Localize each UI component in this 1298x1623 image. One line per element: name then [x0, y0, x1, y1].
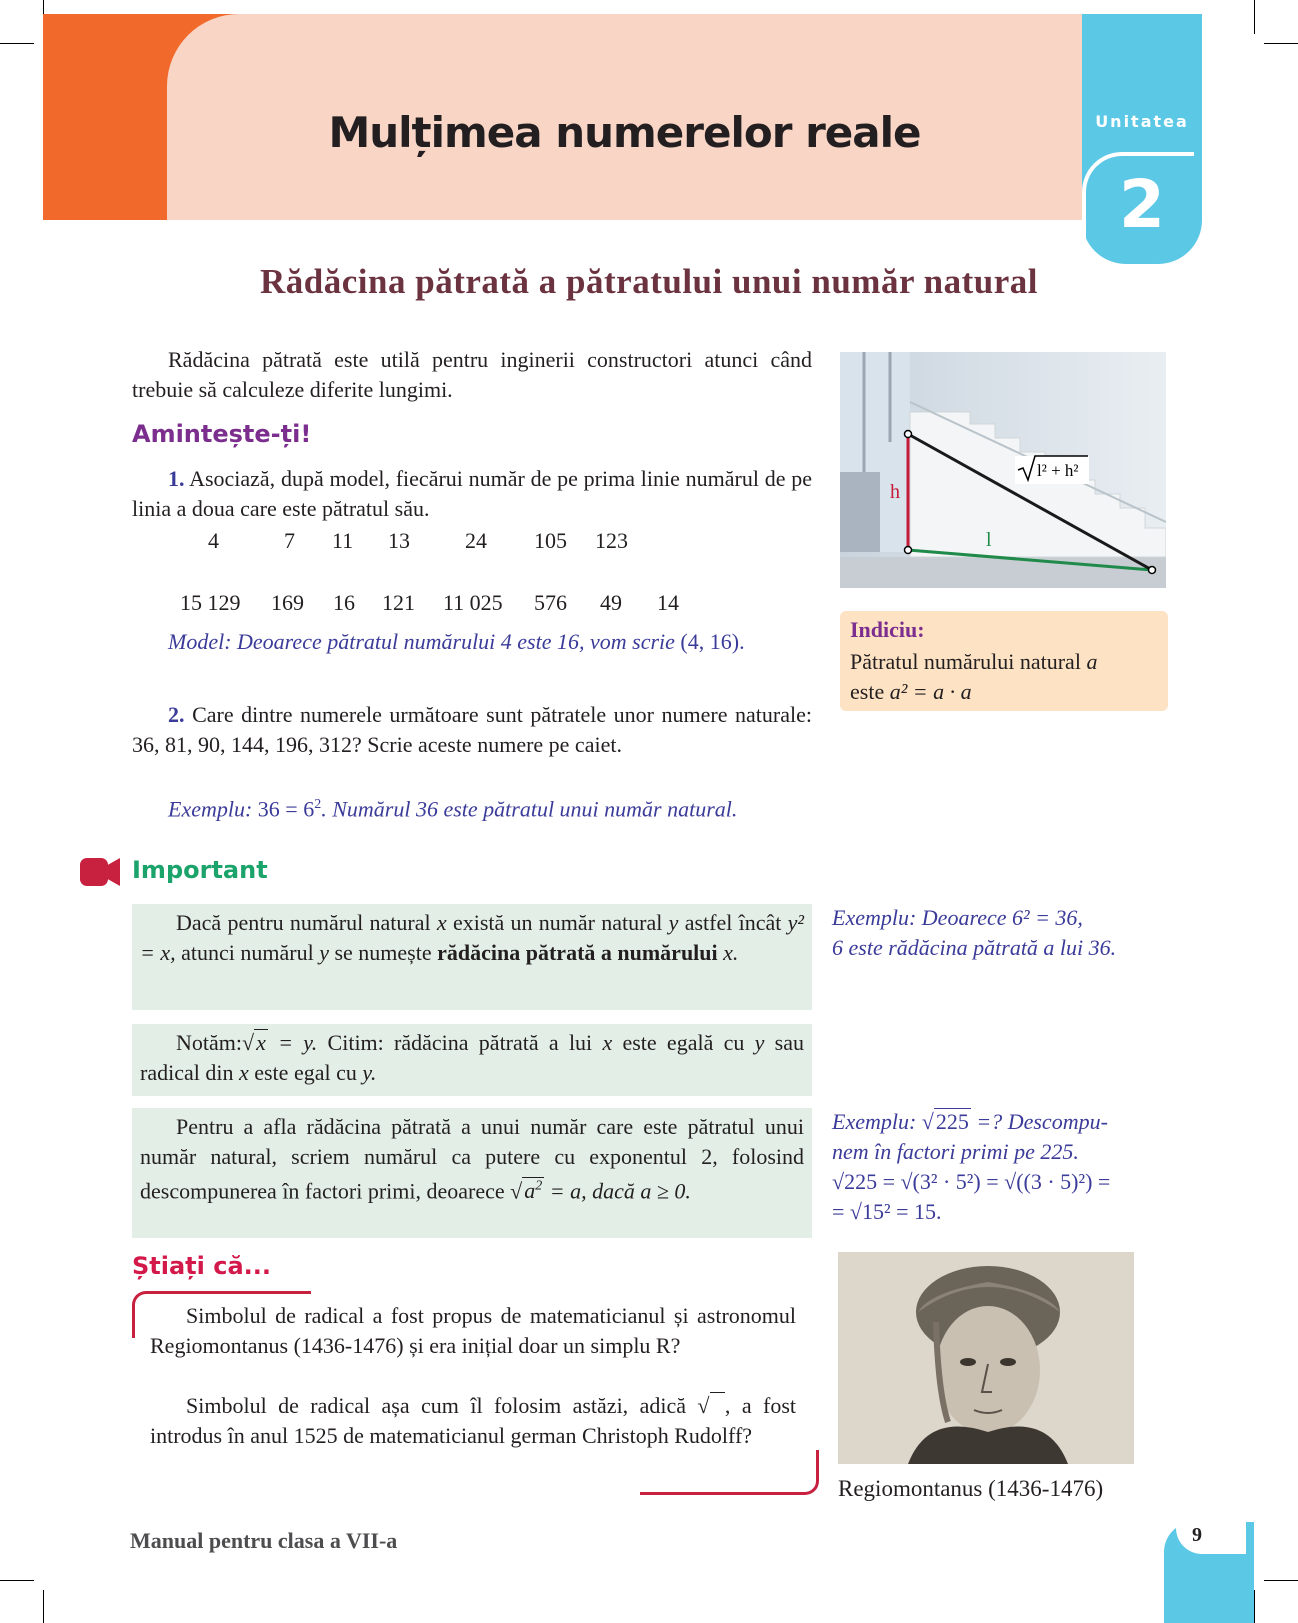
example-text: =? Descompu- — [976, 1109, 1108, 1134]
row1-number: 4 — [208, 528, 219, 553]
hint-heading: Indiciu: — [850, 617, 925, 642]
row2-number: 49 — [600, 590, 622, 615]
side-example-2 — [832, 1107, 1182, 1227]
math-variable: y. — [362, 1060, 377, 1085]
important-heading: Important — [132, 856, 268, 884]
row2-number: 576 — [534, 590, 567, 615]
text-fragment: Simbolul de radical așa cum îl folosim astăzi, adică — [186, 1393, 686, 1418]
example-exponent: 2 — [314, 797, 322, 812]
side-example-2-line — [832, 1107, 1182, 1137]
method-text — [140, 1112, 804, 1206]
staircase-diagram-svg — [840, 352, 1166, 588]
row1-number: 24 — [465, 528, 487, 553]
crop-mark — [1254, 0, 1255, 34]
intro-paragraph: Rădăcina pătrată este utilă pentru inginerii constructori atunci când trebuie să calculeze diferite lungimi. — [132, 347, 812, 402]
model-example — [132, 627, 812, 657]
side-example-2-line: nem în factori primi pe 225. — [832, 1139, 1079, 1164]
text-fragment: se numește — [334, 940, 432, 965]
crop-mark — [1254, 1590, 1255, 1623]
text-fragment: Notăm: — [176, 1030, 242, 1055]
row1-number: 105 — [534, 528, 567, 553]
hint-formula: a² = a · a — [889, 679, 972, 704]
definition-box — [132, 904, 812, 1010]
row2-number: 14 — [657, 590, 679, 615]
text-fragment: sau radical din — [140, 1030, 804, 1085]
crop-mark — [0, 1580, 34, 1581]
hint-line-2 — [850, 677, 972, 707]
text-fragment: astfel încât — [684, 910, 782, 935]
l-label: l — [986, 529, 992, 551]
crop-mark — [1264, 1580, 1298, 1581]
exercise-1-text: Asociază, după model, fiecărui număr de pe prima linie numărul de pe linia a doua care este pătratul său. — [132, 466, 812, 521]
model-label: Model: — [168, 629, 232, 654]
number-row-2 — [0, 590, 800, 620]
side-example-1 — [832, 903, 1182, 963]
hint-line-1 — [850, 647, 1166, 677]
model-pair: (4, 16). — [680, 629, 745, 654]
side-example-2-line: √225 = √(3² · 5²) = √((3 · 5)²) = — [832, 1169, 1111, 1194]
math-equation: = y. — [278, 1030, 318, 1055]
hint-variable: a — [1086, 649, 1098, 674]
did-you-know-bracket-bottom — [640, 1450, 819, 1495]
h-label: h — [890, 481, 900, 503]
exercise-2-example: Exemplu: $36 = 6^2$. Numărul 36 este pătratul unui număr natural. — [168, 796, 738, 822]
exercise-2-number: 2. — [168, 702, 185, 727]
number-row-1 — [0, 528, 800, 558]
chapter-title: Mulțimea numerelor reale — [328, 108, 921, 157]
did-you-know-paragraph-2 — [150, 1391, 796, 1451]
row2-number: 16 — [333, 590, 355, 615]
text-fragment: este egal cu — [254, 1060, 357, 1085]
video-camera-icon — [78, 855, 122, 889]
math-equation: y² = x, — [140, 910, 805, 965]
hint-prefix: este — [850, 679, 885, 704]
bold-term: rădăcina pătrată a numărului — [437, 940, 718, 965]
math-variable: x. — [723, 940, 739, 965]
row1-number: 13 — [388, 528, 410, 553]
row2-number: 121 — [382, 590, 415, 615]
row2-number: 169 — [271, 590, 304, 615]
radical-icon: √ — [510, 1178, 523, 1204]
staircase-photo-diagram — [840, 352, 1166, 588]
text-fragment: este egală cu — [622, 1030, 745, 1055]
radicand: $a^2$ — [524, 1178, 543, 1204]
lesson-title: Rădăcina pătrată a pătratului unui număr natural — [260, 262, 1038, 301]
row2-number: 15 129 — [180, 590, 241, 615]
crop-mark — [0, 43, 34, 44]
row1-number: 7 — [284, 528, 295, 553]
math-variable: x — [436, 910, 447, 935]
row2-number: 11 025 — [443, 590, 503, 615]
exercise-1 — [132, 464, 812, 524]
math-equation: = a, dacă a ≥ 0. — [549, 1178, 691, 1204]
hypotenuse-label: l² + h² — [1037, 461, 1079, 480]
unit-number: 2 — [1119, 166, 1165, 243]
math-variable: y — [754, 1030, 765, 1055]
math-variable: x — [238, 1060, 249, 1085]
notation-text — [140, 1028, 804, 1088]
exercise-2-text: Care dintre numerele următoare sunt pătratele unor numere naturale: 36, 81, 90, 144, 196, 312? Scrie aceste numere pe caiet. — [132, 702, 812, 757]
example-text: Numărul 36 este pătratul unui număr natural. — [332, 796, 738, 822]
example-equation: 36 = 6 — [257, 796, 315, 822]
row1-number: 123 — [595, 528, 628, 553]
text-fragment: Dacă pentru numărul natural — [176, 910, 431, 935]
exercise-2 — [132, 700, 812, 760]
text-fragment: atunci numărul — [181, 940, 314, 965]
model-text: Deoarece pătratul numărului 4 este 16, vom scrie — [237, 629, 675, 654]
radical-icon: √ — [921, 1109, 934, 1134]
text-fragment: , a fost introdus în anul 1525 de matematicianul german Christoph Rudolff? — [150, 1393, 797, 1448]
math-variable: y — [319, 940, 329, 965]
crop-mark — [1264, 43, 1298, 44]
radical-icon: √ — [697, 1392, 725, 1418]
side-example-2-line: = √15² = 15. — [832, 1199, 942, 1224]
page-number-tab-cutout — [1176, 1510, 1246, 1554]
side-example-1-line: Exemplu: Deoarece 6² = 36, — [832, 905, 1083, 930]
exercise-1-number: 1. — [168, 466, 185, 491]
text-fragment: există un număr natural — [452, 910, 663, 935]
radical-icon: √ — [242, 1030, 255, 1055]
remember-heading: Amintește-ți! — [132, 420, 312, 448]
crop-mark — [43, 1590, 44, 1623]
method-box — [132, 1108, 812, 1238]
unit-label: Unitatea — [1095, 112, 1189, 131]
portrait-caption: Regiomontanus (1436-1476) — [838, 1476, 1104, 1501]
regiomontanus-portrait — [838, 1252, 1134, 1464]
hint-box — [840, 611, 1168, 711]
example-label: Exemplu: — [832, 1109, 917, 1134]
math-variable: y — [668, 910, 679, 935]
text-fragment: Pentru a afla rădăcina pătrată a unui număr care este pătratul unui număr natural, scriem numărul ca putere cu exponentul 2, folosind descompunerea în factori primi, deoarece — [140, 1114, 804, 1204]
example-label: Exemplu: — [168, 796, 253, 822]
did-you-know-heading: Știați că... — [132, 1252, 272, 1280]
hint-text: Pătratul numărului natural — [850, 649, 1081, 674]
row1-number: 11 — [332, 528, 354, 553]
math-variable: x — [602, 1030, 613, 1055]
definition-text — [140, 908, 804, 968]
notation-box — [132, 1024, 812, 1096]
radicand: 225 — [935, 1109, 969, 1134]
text-fragment: Citim: rădăcina pătrată a lui — [327, 1030, 593, 1055]
side-example-1-line: 6 este rădăcina pătrată a lui 36. — [832, 935, 1117, 960]
page-number: 9 — [1192, 1524, 1202, 1546]
math-variable: x — [256, 1030, 266, 1055]
portrait-engraving — [838, 1252, 1134, 1464]
did-you-know-paragraph-1: Simbolul de radical a fost propus de matematicianul și astronomul Regiomontanus (1436-1476) și era inițial doar un simplu R? — [150, 1303, 796, 1358]
footer-book-title: Manual pentru clasa a VII-a — [130, 1528, 398, 1553]
